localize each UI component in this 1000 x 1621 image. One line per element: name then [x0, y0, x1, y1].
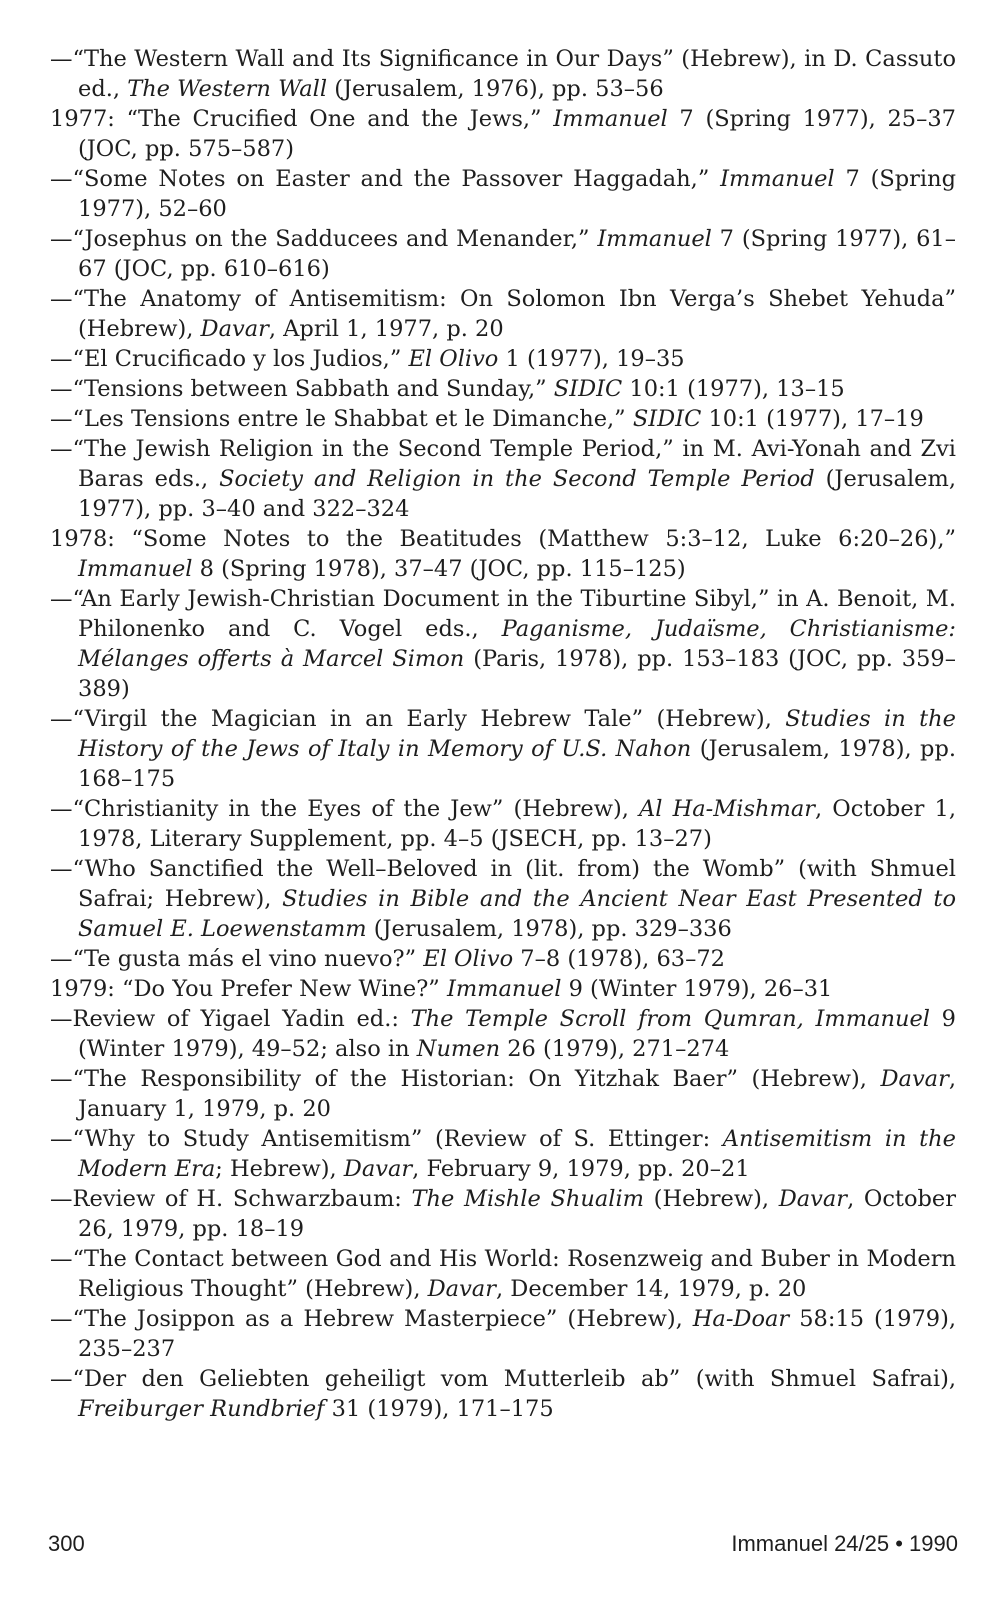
entry-title-italic: The Western Wall [127, 76, 328, 102]
entry-text: ; Hebrew), [215, 1156, 344, 1182]
bibliography-entry [50, 44, 956, 104]
entry-text: (Jerusalem, 1978), pp. 329–336 [366, 916, 732, 942]
entry-text: 58:15 (1979), 235–237 [78, 1306, 956, 1362]
entry-title-italic: The Mishle Shualim [411, 1186, 645, 1212]
entry-title-italic: El Olivo [423, 946, 514, 972]
bibliography-entry [50, 1064, 956, 1124]
entry-title-italic: Davar [200, 316, 269, 342]
entry-text: 26 (1979), 271–274 [500, 1036, 730, 1062]
bibliography-entry [50, 1244, 956, 1304]
journal-reference: Immanuel 24/25 • 1990 [731, 1531, 958, 1556]
entry-text: —“Der den Geliebten geheiligt vom Mutterleib ab” (with Shmuel Safrai), [50, 1366, 956, 1392]
entry-title-italic: Al Ha-Mishmar [639, 796, 816, 822]
bibliography-entry [50, 284, 956, 344]
entry-text: —“Les Tensions entre le Shabbat et le Dimanche,” [50, 406, 633, 432]
bibliography-entry [50, 164, 956, 224]
bibliography-entry [50, 404, 956, 434]
entry-title-italic: Numen [416, 1036, 501, 1062]
entry-title-italic: The Temple Scroll from Qumran, Immanuel [410, 1006, 930, 1032]
entry-title-italic: Immanuel [597, 226, 712, 252]
page-footer [48, 1531, 958, 1561]
entry-text: , December 14, 1979, p. 20 [495, 1276, 807, 1302]
entry-text: —“Who Sanctified the Well–Beloved in (lit. from) the Womb” (with Shmuel Safrai; Hebrew), [50, 856, 956, 912]
entry-title-italic: El Olivo [408, 346, 499, 372]
entry-text: —“The Josippon as a Hebrew Masterpiece” (Hebrew), [50, 1306, 693, 1332]
entry-text: 31 (1979), 171–175 [324, 1396, 554, 1422]
entry-title-italic: Immanuel [720, 166, 835, 192]
bibliography-entry [50, 974, 956, 1004]
entry-text: —“The Western Wall and Its Significance in Our Days” (Hebrew), in D. Cassuto ed., [50, 46, 956, 102]
entry-text: 1 (1977), 19–35 [498, 346, 685, 372]
entry-title-italic: Davar [880, 1066, 949, 1092]
entry-text: (Jerusalem, 1977), pp. 3–40 and 322–324 [78, 466, 956, 522]
entry-text: 9 (Winter 1979), 49–52; also in [78, 1006, 956, 1062]
entry-text: (Paris, 1978), pp. 153–183 (JOC, pp. 359–389) [78, 646, 956, 702]
entry-text: —“The Anatomy of Antisemitism: On Solomon Ibn Verga’s Shebet Yehuda” (Hebrew), [50, 286, 956, 342]
entry-title-italic: Immanuel [446, 976, 562, 1002]
entry-text: 7 (Spring 1977), 25–37 (JOC, pp. 575–587) [78, 106, 956, 162]
page-number: 300 [48, 1531, 85, 1556]
entry-title-italic: Davar [343, 1156, 413, 1182]
entry-text: —“An Early Jewish-Christian Document in the Tiburtine Sibyl,” in A. Benoit, M. Philonenko and C. Vogel eds., [50, 586, 956, 642]
bibliography-entry [50, 794, 956, 854]
entry-title-italic: Studies in the History of the Jews of Italy in Memory of U.S. Nahon [78, 706, 956, 762]
entry-text: 1977: “The Crucified One and the Jews,” [50, 106, 554, 132]
entry-title-italic: Immanuel [553, 106, 668, 132]
entry-title-italic: Ha-Doar [692, 1306, 790, 1332]
entry-text: , October 1, 1978, Literary Supplement, pp. 4–5 (JSECH, pp. 13–27) [78, 796, 956, 852]
entry-text: 7 (Spring 1977), 61–67 (JOC, pp. 610–616) [78, 226, 956, 282]
bibliography-entry [50, 524, 956, 584]
entry-text: —“The Jewish Religion in the Second Temple Period,” in M. Avi-Yonah and Zvi Baras eds., [50, 436, 956, 492]
bibliography-entry [50, 374, 956, 404]
entry-text: 8 (Spring 1978), 37–47 (JOC, pp. 115–125) [192, 556, 686, 582]
entry-text: 7 (Spring 1977), 52–60 [78, 166, 957, 222]
entry-text: (Hebrew), [644, 1186, 779, 1212]
entry-title-italic: Antisemitism in the Modern Era [78, 1126, 956, 1182]
entry-text: —“Why to Study Antisemitism” (Review of S. Ettinger: [50, 1126, 723, 1152]
bibliography-entry [50, 944, 956, 974]
entry-title-italic: Society and Religion in the Second Temple Period [219, 466, 815, 492]
entry-text: 9 (Winter 1979), 26–31 [561, 976, 833, 1002]
entry-title-italic: Studies in Bible and the Ancient Near East Presented to Samuel E. Loewenstamm [78, 886, 956, 942]
entry-text: 1979: “Do You Prefer New Wine?” [50, 976, 447, 1002]
entry-text: —“Tensions between Sabbath and Sunday,” [50, 376, 554, 402]
entry-text: —Review of Yigael Yadin ed.: [50, 1006, 411, 1032]
bibliography-entry [50, 704, 956, 794]
bibliography-entry [50, 104, 956, 164]
entry-text: 1978: “Some Notes to the Beatitudes (Matthew 5:3–12, Luke 6:20–26),” [50, 526, 956, 552]
bibliography-entry [50, 1304, 956, 1364]
entry-text: —“The Responsibility of the Historian: On Yitzhak Baer” (Hebrew), [50, 1066, 881, 1092]
entry-text: —“Te gusta más el vino nuevo?” [50, 946, 424, 972]
entry-text: —“Christianity in the Eyes of the Jew” (Hebrew), [50, 796, 640, 822]
entry-text: —“Virgil the Magician in an Early Hebrew Tale” (Hebrew), [50, 706, 786, 732]
entry-title-italic: SIDIC [632, 406, 702, 432]
entry-title-italic: Davar [427, 1276, 496, 1302]
entry-text: —Review of H. Schwarzbaum: [50, 1186, 412, 1212]
entry-text: (Jerusalem, 1976), pp. 53–56 [327, 76, 664, 102]
entry-text: —“The Contact between God and His World: Rosenzweig and Buber in Modern Religious Thought” (Hebrew), [50, 1246, 956, 1302]
entry-text: , February 9, 1979, pp. 20–21 [412, 1156, 750, 1182]
bibliography-list [50, 44, 956, 1424]
entry-text: , January 1, 1979, p. 20 [78, 1066, 956, 1122]
entry-text: —“Some Notes on Easter and the Passover Haggadah,” [50, 166, 721, 192]
entry-text: (Jerusalem, 1978), pp. 168–175 [78, 736, 956, 792]
bibliography-entry [50, 1184, 956, 1244]
entry-title-italic: SIDIC [553, 376, 623, 402]
bibliography-entry [50, 1004, 956, 1064]
bibliography-entry [50, 1124, 956, 1184]
entry-title-italic: Paganisme, Judaïsme, Christianisme: Mélanges offerts à Marcel Simon [78, 616, 956, 672]
entry-text: 10:1 (1977), 13–15 [622, 376, 845, 402]
entry-text: —“Josephus on the Sadducees and Menander,” [50, 226, 598, 252]
entry-title-italic: Freiburger Rundbrief [78, 1396, 325, 1422]
bibliography-entry [50, 1364, 956, 1424]
entry-text: 10:1 (1977), 17–19 [701, 406, 924, 432]
entry-text: , April 1, 1977, p. 20 [268, 316, 504, 342]
entry-title-italic: Davar [778, 1186, 848, 1212]
entry-text: —“El Crucificado y los Judios,” [50, 346, 409, 372]
bibliography-entry [50, 584, 956, 704]
entry-text: , October 26, 1979, pp. 18–19 [78, 1186, 956, 1242]
bibliography-entry [50, 224, 956, 284]
bibliography-entry [50, 854, 956, 944]
entry-text: 7–8 (1978), 63–72 [513, 946, 725, 972]
entry-title-italic: Immanuel [78, 556, 193, 582]
bibliography-entry [50, 434, 956, 524]
bibliography-entry [50, 344, 956, 374]
